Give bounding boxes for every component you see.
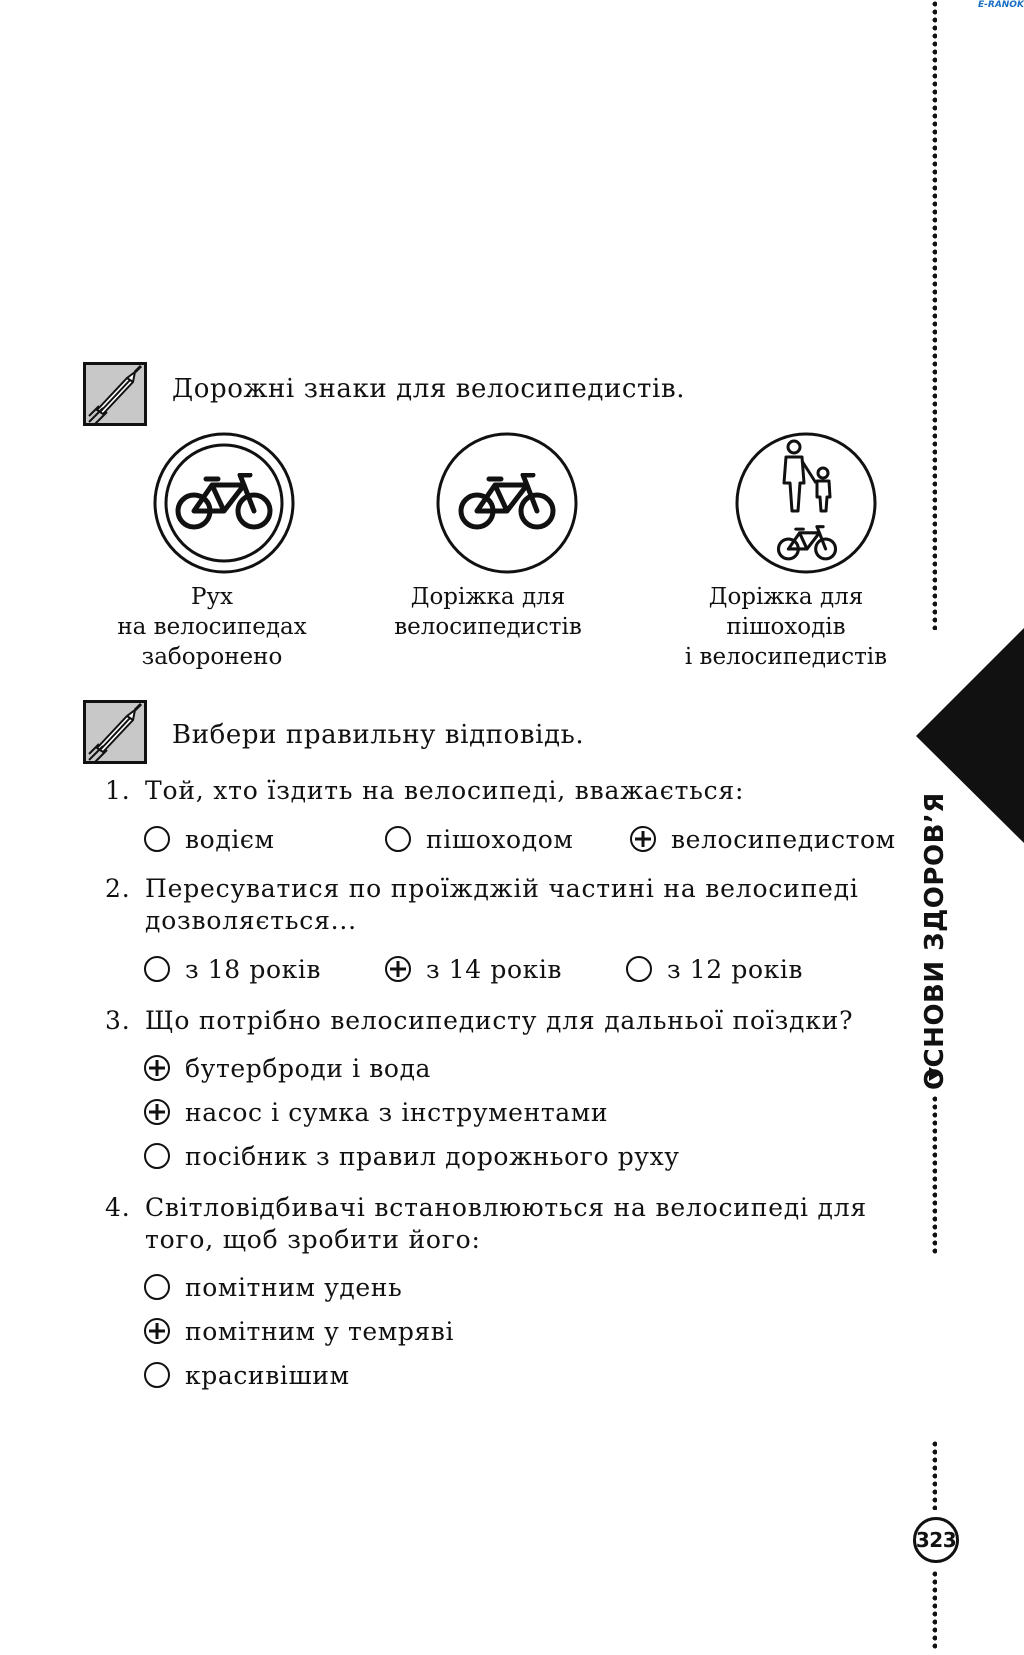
- answer-circle-plus-icon[interactable]: [143, 1054, 171, 1082]
- option-pump-toolbag[interactable]: [143, 1095, 608, 1129]
- answer-circle-plus-icon[interactable]: [384, 955, 412, 983]
- task-title-signs: Дорожні знаки для велосипедистів.: [172, 374, 686, 404]
- option-cyclist[interactable]: [629, 822, 896, 856]
- question-text: того, щоб зробити його:: [145, 1225, 481, 1254]
- answer-circle-empty-icon[interactable]: [143, 825, 171, 853]
- question-number: 1.: [105, 776, 131, 805]
- option-traffic-rules-guide[interactable]: [143, 1139, 680, 1173]
- answer-circle-empty-icon[interactable]: [143, 955, 171, 983]
- answer-circle-empty-icon[interactable]: [143, 1273, 171, 1301]
- dotted-divider-top: [932, 0, 937, 630]
- option-12-years[interactable]: [625, 952, 803, 986]
- question-number: 3.: [105, 1006, 131, 1035]
- option-18-years[interactable]: [143, 952, 321, 986]
- question-3: [105, 1005, 905, 1037]
- option-visible-daytime[interactable]: [143, 1270, 402, 1304]
- pencil-task-icon: [83, 362, 147, 426]
- option-pedestrian[interactable]: [384, 822, 573, 856]
- option-label: з 18 років: [185, 954, 322, 984]
- dotted-divider-end: [932, 1570, 937, 1650]
- option-label: красивішим: [185, 1360, 350, 1390]
- question-1: [105, 775, 905, 807]
- no-bicycles-sign-icon: [152, 431, 296, 575]
- option-prettier[interactable]: [143, 1358, 350, 1392]
- answer-circle-empty-icon[interactable]: [384, 825, 412, 853]
- question-text: Той, хто їздить на велосипеді, вважається:: [145, 776, 745, 805]
- publisher-logo: E-RANOK: [978, 0, 1024, 10]
- question-4: [105, 1192, 905, 1256]
- option-driver[interactable]: [143, 822, 275, 856]
- bicycle-path-sign-icon: [435, 431, 579, 575]
- dotted-divider-mid: [932, 1095, 937, 1255]
- pedestrian-bicycle-path-sign-icon: [734, 431, 878, 575]
- pencil-task-icon: [83, 700, 147, 764]
- option-label: посібник з правил дорожнього руху: [185, 1141, 680, 1171]
- question-number: 2.: [105, 874, 131, 903]
- answer-circle-plus-icon[interactable]: [143, 1317, 171, 1345]
- option-label: помітним у темряві: [185, 1316, 455, 1346]
- question-text: Пересуватися по проїжджій частині на велосипеді: [145, 874, 859, 903]
- option-label: помітним удень: [185, 1272, 403, 1302]
- answer-circle-plus-icon[interactable]: [629, 825, 657, 853]
- answer-circle-empty-icon[interactable]: [625, 955, 653, 983]
- answer-circle-empty-icon[interactable]: [143, 1142, 171, 1170]
- section-title: ОСНОВИ ЗДОРОВ’Я: [920, 792, 950, 1090]
- question-text: дозволяється...: [145, 906, 357, 935]
- question-text: Що потрібно велосипедисту для дальньої поїздки?: [145, 1006, 854, 1035]
- task-title-quiz: Вибери правильну відповідь.: [172, 720, 585, 750]
- option-label: бутерброди і вода: [185, 1053, 432, 1083]
- page-number: 323: [913, 1517, 959, 1563]
- option-14-years[interactable]: [384, 952, 562, 986]
- question-text: Світловідбивачі встановлюються на велосипеді для: [145, 1193, 867, 1222]
- question-2: [105, 873, 905, 937]
- option-label: пішоходом: [426, 824, 574, 854]
- option-label: велосипедистом: [671, 824, 896, 854]
- option-label: водієм: [185, 824, 275, 854]
- option-label: з 14 років: [426, 954, 563, 984]
- sign-caption-pedestrian-bicycle-path: Доріжка для пішоходів і велосипедистів: [684, 584, 888, 670]
- dotted-divider-bottom: [932, 1440, 937, 1510]
- answer-circle-plus-icon[interactable]: [143, 1098, 171, 1126]
- sign-caption-bicycle-path: Доріжка для велосипедистів: [394, 584, 582, 640]
- question-number: 4.: [105, 1193, 131, 1222]
- sign-caption-no-bicycles: Рух на велосипедах заборонено: [117, 584, 307, 670]
- option-sandwiches-water[interactable]: [143, 1051, 431, 1085]
- option-visible-dark[interactable]: [143, 1314, 454, 1348]
- option-label: насос і сумка з інструментами: [185, 1097, 609, 1127]
- answer-circle-empty-icon[interactable]: [143, 1361, 171, 1389]
- option-label: з 12 років: [667, 954, 804, 984]
